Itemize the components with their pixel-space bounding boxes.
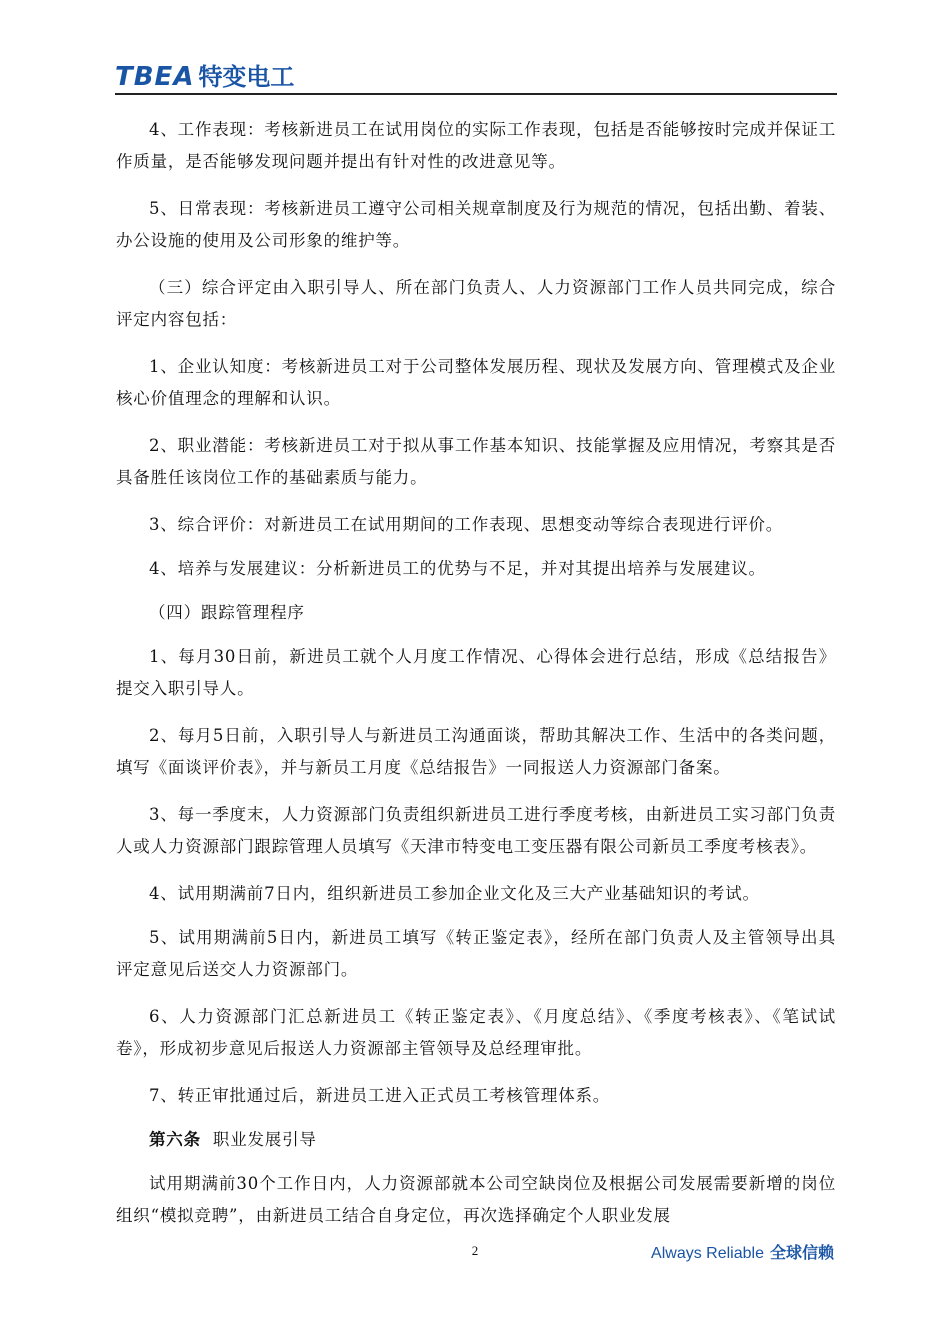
paragraph: 2、每月5日前，入职引导人与新进员工沟通面谈，帮助其解决工作、生活中的各类问题，填写《面谈评价表》，并与新员工月度《总结报告》一同报送人力资源部门备案。 — [116, 726, 836, 777]
logo-cjk-text: 特变电工 — [198, 63, 295, 91]
paragraph: 3、每一季度末，人力资源部门负责组织新进员工进行季度考核，由新进员工实习部门负责人或人力资源部门跟踪管理人员填写《天津市特变电工变压器有限公司新员工季度考核表》。 — [116, 805, 836, 856]
paragraph: 6、人力资源部门汇总新进员工《转正鉴定表》、《月度总结》、《季度考核表》、《笔试试卷》，形成初步意见后报送人力资源部主管领导及总经理审批。 — [116, 1007, 836, 1058]
paragraph: 2、职业潜能：考核新进员工对于拟从事工作基本知识、技能掌握及应用情况，考察其是否具备胜任该岗位工作的基础素质与能力。 — [116, 436, 836, 487]
logo-latin-text: TBEA — [115, 62, 195, 92]
footer-slogan — [651, 1240, 834, 1263]
section-heading: （四）跟踪管理程序 — [149, 603, 305, 622]
header-divider — [115, 93, 837, 95]
document-body — [116, 114, 836, 1247]
paragraph: 1、企业认知度：考核新进员工对于公司整体发展历程、现状及发展方向、管理模式及企业核心价值理念的理解和认识。 — [116, 357, 836, 408]
paragraph: 4、培养与发展建议：分析新进员工的优势与不足，并对其提出培养与发展建议。 — [149, 559, 766, 578]
paragraph: 5、日常表现：考核新进员工遵守公司相关规章制度及行为规范的情况，包括出勤、着装、办公设施的使用及公司形象的维护等。 — [116, 199, 836, 250]
paragraph: 试用期满前30个工作日内，人力资源部就本公司空缺岗位及根据公司发展需要新增的岗位组织“模拟竞聘”，由新进员工结合自身定位，再次选择确定个人职业发展 — [116, 1174, 836, 1225]
article-heading — [116, 1124, 836, 1156]
slogan-chinese: 全球信赖 — [769, 1245, 834, 1262]
article-number: 第六条 — [149, 1130, 201, 1149]
page-header — [115, 62, 837, 94]
page-number: 2 — [471, 1243, 479, 1258]
paragraph: 4、工作表现：考核新进员工在试用岗位的实际工作表现，包括是否能够按时完成并保证工作质量，是否能够发现问题并提出有针对性的改进意见等。 — [116, 120, 836, 171]
slogan-english: Always Reliable — [651, 1245, 764, 1262]
paragraph: 7、转正审批通过后，新进员工进入正式员工考核管理体系。 — [149, 1086, 611, 1105]
paragraph: 5、试用期满前5日内，新进员工填写《转正鉴定表》，经所在部门负责人及主管领导出具评定意见后送交人力资源部门。 — [116, 928, 836, 979]
paragraph: 4、试用期满前7日内，组织新进员工参加企业文化及三大产业基础知识的考试。 — [149, 884, 760, 903]
paragraph: 3、综合评价：对新进员工在试用期间的工作表现、思想变动等综合表现进行评价。 — [149, 515, 784, 534]
paragraph: 1、每月30日前，新进员工就个人月度工作情况、心得体会进行总结，形成《总结报告》提交入职引导人。 — [116, 647, 836, 698]
article-title: 职业发展引导 — [212, 1130, 317, 1149]
tbea-logo — [115, 62, 294, 92]
paragraph: （三）综合评定由入职引导人、所在部门负责人、人力资源部门工作人员共同完成，综合评定内容包括： — [116, 278, 836, 329]
